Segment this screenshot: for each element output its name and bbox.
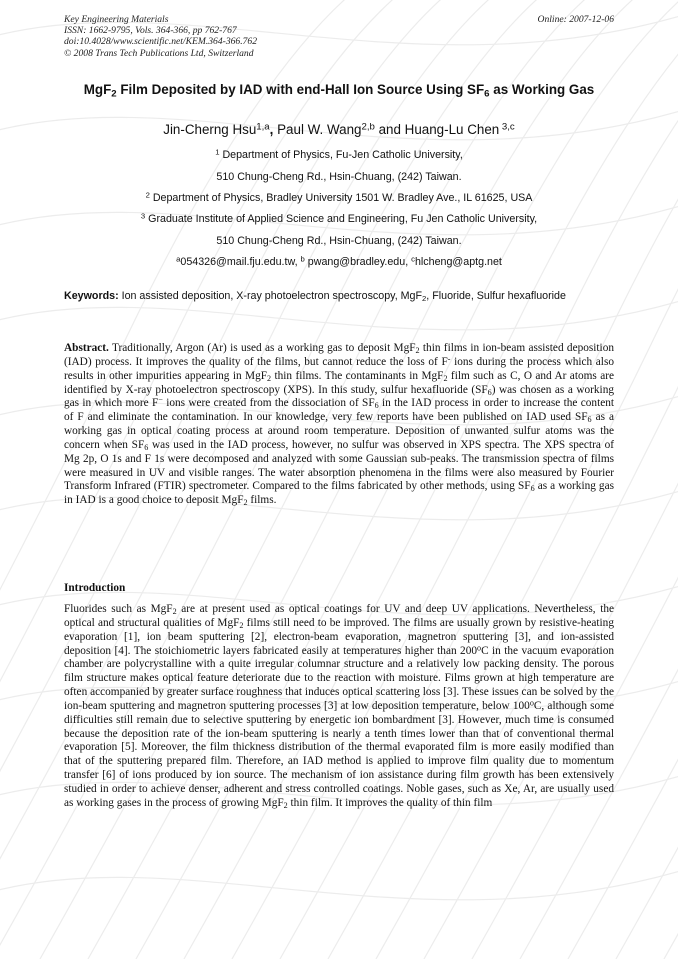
email-mark: a [176, 254, 181, 264]
author-affil-mark: 3,c [499, 121, 515, 133]
text-run: thin films in ion-beam assisted deposition (IAD) process. It improves the quality of the films, but cannot reduce the loss of F [64, 342, 614, 368]
text-run: ) was chosen as a working gas in which more F [64, 383, 614, 410]
abstract-label: Abstract. [64, 342, 109, 354]
affiliation-2 [64, 192, 614, 205]
text-run: C, although some difficulties still remain due to selective sputtering by energetic ion bombardment [3]. However, much time is consumed because the deposition rate of the ion-beam sputtering is nearly a tenth times lower than that of conventional thermal evaporation [5]. Moreover, the film thickness distribution of the thermal evaporated film is more easily modified than that of the sputtering prepared film. Therefore, an IAD method is applied to improve film quality due to momentum transfer [6] of ions produced by ion source. The mechanism of ion assistance during film growth has been extensively studied in order to achieve denser, adherent and stress controlled coatings. Noble gases, such as Xe, Ar, are usually used as working gases in the process of growing MgF [64, 699, 615, 809]
title-subscript: 6 [484, 88, 490, 100]
text-run: C in the vacuum evaporation chamber are polycrystalline with a quite irregular columnar structure and a relatively low packing density. The porous film structure makes optical feature deteriorate due to the reaction with moisture. Films grown at high temperature are often accompanied by greater surface roughness that induces optical scattering loss [3]. These issues can be solved by the ion-beam sputtering and magnetron sputtering processes [3] at low deposition temperature, below 100 [64, 644, 614, 712]
subscript: 2 [267, 373, 272, 383]
subscript: 6 [530, 484, 535, 494]
affil-mark: 3 [140, 211, 146, 221]
author-list [64, 121, 614, 138]
email-link[interactable]: hlcheng@aptg.net [414, 256, 502, 268]
keywords-subscript: 2 [422, 293, 427, 303]
section-heading-introduction: Introduction [64, 582, 126, 594]
introduction-text [64, 603, 614, 809]
journal-issn: ISSN: 1662-9795, Vols. 364-366, pp 762-767 [64, 25, 237, 37]
subscript: 2 [443, 373, 448, 383]
superscript: o [477, 642, 482, 652]
abstract-block [64, 342, 614, 508]
text-run: as a working gas in IAD is a good choice to deposit MgF [64, 480, 614, 507]
text-run: thin film. It improves the quality of thin film [287, 796, 493, 809]
subscript: 2 [415, 346, 420, 356]
author-affil-mark: 1,a [256, 121, 270, 133]
author-separator: and [374, 122, 405, 137]
author-name: Paul W. Wang [277, 122, 362, 137]
affil-mark: 2 [145, 190, 150, 200]
text-run: are at present used as optical coatings for UV and deep UV applications. Nevertheless, the optical and structural qualities of MgF [64, 603, 614, 629]
text-run: in the IAD process in order to increase the content of F and eliminate the contamination. In our knowledge, very few reports have been published on IAD used SF [64, 397, 615, 424]
email-mark: b [300, 254, 305, 264]
subscript: 2 [283, 800, 288, 810]
title-part: as Working Gas [489, 82, 595, 97]
email-line [64, 256, 614, 269]
affil-mark: 1 [215, 147, 220, 157]
subscript: 6 [144, 442, 149, 452]
email-link[interactable]: 054326@mail.fju.edu.tw, [180, 256, 301, 268]
text-run: Traditionally, Argon (Ar) is used as a working gas to deposit MgF [108, 342, 416, 354]
paper-title [64, 81, 614, 98]
text-run: films. [247, 494, 277, 507]
subscript: 2 [239, 620, 244, 630]
title-part: Film Deposited by IAD with end-Hall Ion Source Using SF [116, 82, 485, 97]
subscript: 2 [243, 498, 248, 508]
subscript: 2 [172, 607, 177, 617]
text-run: ions were created from the dissociation of SF [162, 397, 375, 410]
journal-name: Key Engineering Materials [64, 14, 169, 25]
keywords-block [64, 290, 614, 304]
keywords-text: , Fluoride, Sulfur hexafluoride [426, 290, 566, 302]
superscript: o [529, 698, 534, 708]
email-link[interactable]: pwang@bradley.edu, [304, 256, 412, 268]
subscript: 6 [587, 415, 592, 425]
keywords-label: Keywords: [64, 290, 119, 302]
affil-text: Department of Physics, Fu-Jen Catholic University, [219, 149, 463, 161]
text-run: film such as C, O and Ar atoms are identified by X-ray photoelectron spectroscopy (XPS). In this study, sulfur hexafluoride (SF [64, 369, 614, 396]
superscript: − [158, 395, 163, 405]
affil-text: Graduate Institute of Applied Science and Engineering, Fu Jen Catholic University, [145, 213, 538, 225]
text-run: films still need to be improved. The films are usually grown by resistive-heating evaporation [1], ion beam sputtering [2], electron-beam evaporation, magnetron sputtering [3], and ion-assisted deposition [4]. The stoichiometric layers fabricated easily at temperatures higher than 200 [64, 616, 614, 657]
author-separator: , [269, 122, 278, 137]
title-subscript: 2 [111, 88, 117, 100]
text-run: thin films. The contaminants in MgF [271, 369, 444, 382]
superscript: - [447, 354, 451, 364]
email-mark: c [411, 254, 415, 264]
author-affil-mark: 2,b [361, 121, 375, 133]
author-name: Huang-Lu Chen [404, 122, 500, 137]
affiliation-1 [64, 149, 614, 162]
journal-doi: doi:10.4028/www.scientific.net/KEM.364-366.762 [64, 36, 258, 48]
subscript: 6 [374, 401, 379, 411]
affiliation-3-address: 510 Chung-Cheng Rd., Hsin-Chuang, (242) Taiwan. [216, 235, 462, 247]
introduction-body [64, 603, 614, 811]
author-name: Jin-Cherng Hsu [163, 122, 257, 137]
title-part: MgF [83, 82, 112, 97]
online-date: Online: 2007-12-06 [537, 14, 614, 25]
text-run: Fluorides such as MgF [64, 603, 173, 615]
copyright-line: © 2008 Trans Tech Publications Ltd, Switzerland [64, 47, 254, 59]
affiliation-1-address: 510 Chung-Cheng Rd., Hsin-Chuang, (242) Taiwan. [216, 171, 462, 183]
text-run: was used in the IAD process, however, no sulfur was observed in XPS spectra. The XPS spectra of Mg 2p, O 1s and F 1s were decomposed and analyzed with some Gaussian sub-peaks. The transmission spectra of films were measured in UV and visible ranges. The water absorption phenomena in the films were also measured by Fourier Transform Infrared (FTIR) spectrometer. Compared to the films fabricated by other methods, using SF [64, 438, 614, 493]
text-run: as a working gas in optical coating process at around room temperature. Deposition of unwanted sulfur atoms was the concern when SF [64, 411, 614, 451]
affil-text: Department of Physics, Bradley University 1501 W. Bradley Ave., IL 61625, USA [149, 192, 533, 204]
subscript: 6 [487, 387, 492, 397]
affiliation-3 [64, 213, 614, 226]
keywords-text: Ion assisted deposition, X-ray photoelectron spectroscopy, MgF [118, 290, 423, 302]
journal-info [64, 14, 484, 59]
abstract-text [64, 342, 614, 506]
text-run: ions during the process which also results in other impurities appearing in MgF [64, 355, 614, 382]
